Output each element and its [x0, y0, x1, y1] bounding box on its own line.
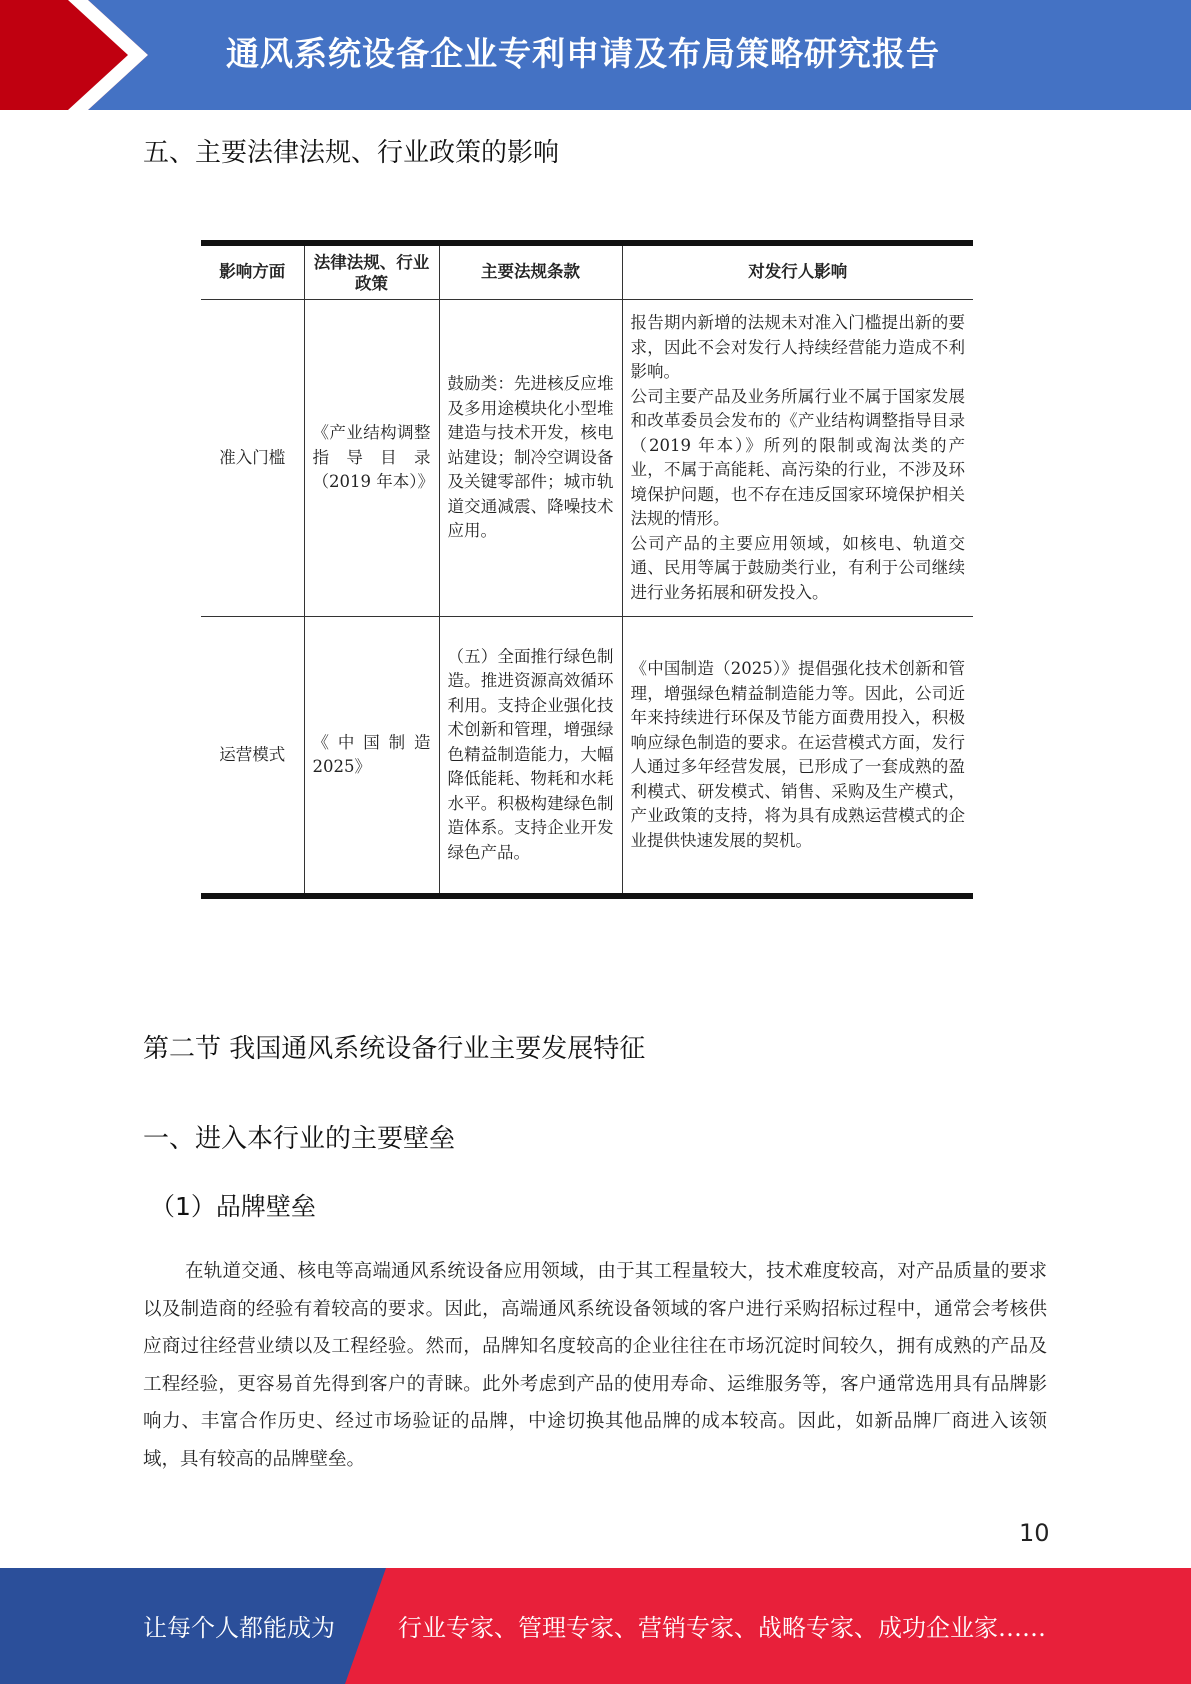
policy-cell: 《产业结构调整指导目录（2019 年本）》: [304, 300, 439, 617]
brand-barrier-paragraph: 在轨道交通、核电等高端通风系统设备应用领域，由于其工程量较大，技术难度较高，对产品质量的要求以及制造商的经验有着较高的要求。因此，高端通风系统设备领域的客户进行采购招标过程中，通常会考核供应商过往经营业绩以及工程经验。然而，品牌知名度较高的企业往往在市场沉淀时间较久，拥有成熟的产品及工程经验，更容易首先得到客户的青睐。此外考虑到产品的使用寿命、运维服务等，客户通常选用具有品牌影响力、丰富合作历史、经过市场验证的品牌，中途切换其他品牌的成本较高。因此，如新品牌厂商进入该领域，具有较高的品牌壁垒。: [143, 1261, 1047, 1470]
column-header: 法律法规、行业政策: [304, 243, 439, 300]
report-title: 通风系统设备企业专利申请及布局策略研究报告: [226, 34, 940, 73]
clause-cell: 鼓励类：先进核反应堆及多用途模块化小型堆建造与技术开发，核电站建设；制冷空调设备及关键零部件；城市轨道交通减震、降噪技术应用。: [439, 300, 622, 617]
page-number: 10: [1019, 1519, 1050, 1547]
aspect-cell: 运营模式: [201, 617, 304, 897]
footer-slogan-right: 行业专家、管理专家、营销专家、战略专家、成功企业家……: [398, 1614, 1046, 1642]
subheading-brand-barrier: （1）品牌壁垒: [150, 1192, 316, 1221]
section-heading-chapter: 第二节 我国通风系统设备行业主要发展特征: [143, 1034, 646, 1064]
table-row: [201, 617, 973, 897]
aspect-cell: 准入门槛: [201, 300, 304, 617]
table-header-row: [201, 243, 973, 300]
header-red-arrow: [0, 0, 160, 110]
clause-cell: （五）全面推行绿色制造。推进资源高效循环利用。支持企业强化技术创新和管理，增强绿色精益制造能力，大幅降低能耗、物耗和水耗水平。积极构建绿色制造体系。支持企业开发绿色产品。: [439, 617, 622, 897]
column-header: 影响方面: [201, 243, 304, 300]
section-heading-barriers: 一、进入本行业的主要壁垒: [143, 1124, 456, 1154]
policy-cell: 《中国制造 2025》: [304, 617, 439, 897]
regulation-table: [201, 240, 973, 899]
column-header: 主要法规条款: [439, 243, 622, 300]
footer-slogan-left: 让每个人都能成为: [143, 1614, 335, 1642]
table-row: [201, 300, 973, 617]
impact-cell: 《中国制造（2025）》提倡强化技术创新和管理，增强绿色精益制造能力等。因此，公司近年来持续进行环保及节能方面费用投入，积极响应绿色制造的要求。在运营模式方面，发行人通过多年经营发展，已形成了一套成熟的盈利模式、研发模式、销售、采购及生产模式，产业政策的支持，将为具有成熟运营模式的企业提供快速发展的契机。: [622, 617, 973, 897]
impact-cell: 报告期内新增的法规未对准入门槛提出新的要求，因此不会对发行人持续经营能力造成不利影响。 公司主要产品及业务所属行业不属于国家发展和改革委员会发布的《产业结构调整指导目录（2019 年本）》所列的限制或淘汰类的产业，不属于高能耗、高污染的行业，不涉及环境保护问题，也不存在违反国家环境保护相关法规的情形。 公司产品的主要应用领域，如核电、轨道交通、民用等属于鼓励类行业，有利于公司继续进行业务拓展和研发投入。: [622, 300, 973, 617]
column-header: 对发行人影响: [622, 243, 973, 300]
page-header: [0, 0, 1191, 110]
regulation-table-container: [201, 240, 973, 899]
section-heading-laws: 五、主要法律法规、行业政策的影响: [143, 138, 560, 168]
page-footer: [0, 1568, 1191, 1684]
